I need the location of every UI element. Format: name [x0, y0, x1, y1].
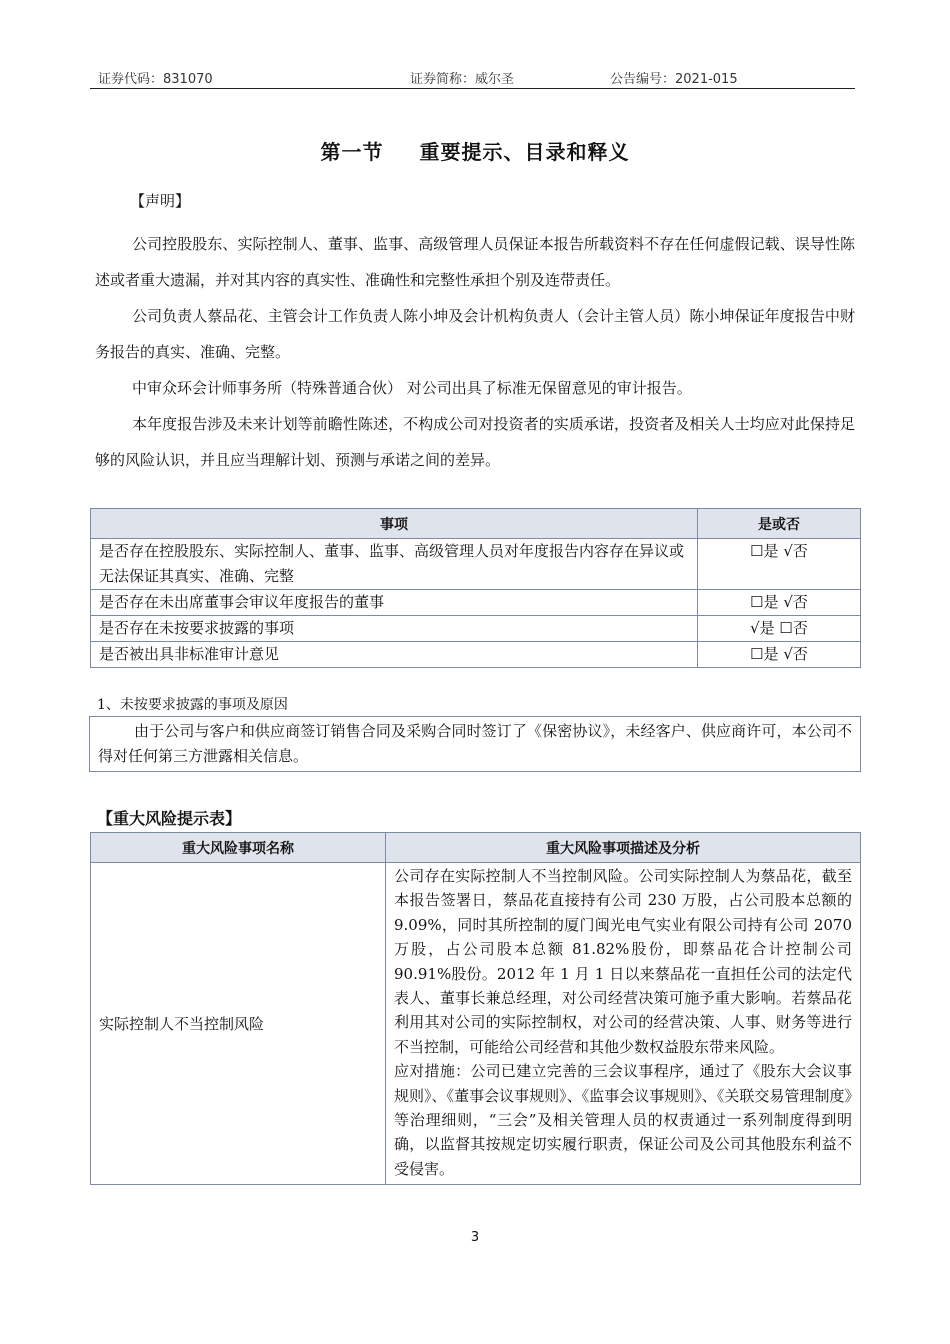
matter-item: 是否被出具非标准审计意见 — [91, 642, 698, 668]
risk-measures: 应对措施：公司已建立完善的三会议事程序，通过了《股东大会议事规则》、《董事会议事规则》、《监事会议事规则》、《关联交易管理制度》等治理细则，“三会”及相关管理人员的权责通过一系列制度得到明确，以监督其按规定切实履行职责，保证公司及公司其他股东利益不受侵害。 — [394, 1062, 852, 1178]
column-header-answer: 是或否 — [698, 509, 861, 539]
risk-description: 公司存在实际控制人不当控制风险。公司实际控制人为蔡品花，截至本报告签署日，蔡品花直接持有公司 230 万股，占公司股本总额的 9.09%，同时其所控制的厦门闽光电气实业有限公司持有公司 2070 万股，占公司股本总额 81.82%股份，即蔡品花合计控制公司 90.91%股份。2012 年 1 月 1 日以来蔡品花一直担任公司的法定代表人、董事长兼总经理，对公司经营决策可施予重大影响。若蔡品花利用其对公司的实际控制权，对公司的经营决策、人事、财务等进行不当控制，可能给公司经营和其他少数权益股东带来风险。 — [394, 867, 852, 1056]
column-header-risk-name: 重大风险事项名称 — [91, 833, 386, 863]
matter-item: 是否存在控股股东、实际控制人、董事、监事、高级管理人员对年度报告内容存在异议或无法保证其真实、准确、完整 — [91, 539, 698, 590]
section-title-text: 重要提示、目录和释义 — [419, 140, 630, 164]
risk-table-title: 【重大风险提示表】 — [97, 809, 242, 828]
risk-description-cell — [386, 863, 861, 1185]
undisclosed-heading: 1、未按要求披露的事项及原因 — [97, 697, 288, 713]
page-header — [90, 66, 855, 89]
table-header-row — [91, 833, 861, 863]
table-row — [91, 539, 861, 590]
undisclosed-reason-box: 由于公司与客户和供应商签订销售合同及采购合同时签订了《保密协议》，未经客户、供应商许可，本公司不得对任何第三方泄露相关信息。 — [89, 716, 861, 772]
notice-number: 公告编号：2021-015 — [610, 72, 738, 87]
matter-answer: ☐是 √否 — [698, 642, 861, 668]
table-header-row — [91, 509, 861, 539]
table-row — [91, 616, 861, 642]
statement-label: 【声明】 — [130, 192, 191, 210]
statement-paragraph: 公司负责人蔡品花、主管会计工作负责人陈小坤及会计机构负责人（会计主管人员）陈小坤保证年度报告中财务报告的真实、准确、完整。 — [95, 307, 855, 361]
statement-paragraph: 公司控股股东、实际控制人、董事、监事、高级管理人员保证本报告所载资料不存在任何虚假记载、误导性陈述或者重大遗漏，并对其内容的真实性、准确性和完整性承担个别及连带责任。 — [95, 235, 855, 289]
table-row — [91, 590, 861, 616]
security-abbreviation: 证券简称：威尔圣 — [410, 72, 515, 87]
matter-answer: ☐是 √否 — [698, 539, 861, 590]
table-row — [91, 642, 861, 668]
matter-item: 是否存在未按要求披露的事项 — [91, 616, 698, 642]
section-title-number: 第一节 — [320, 140, 384, 164]
column-header-risk-description: 重大风险事项描述及分析 — [386, 833, 861, 863]
matter-item: 是否存在未出席董事会审议年度报告的董事 — [91, 590, 698, 616]
risk-name: 实际控制人不当控制风险 — [91, 863, 386, 1185]
matter-answer: √是 ☐否 — [698, 616, 861, 642]
page-number: 3 — [470, 1230, 480, 1245]
statement-paragraph: 本年度报告涉及未来计划等前瞻性陈述，不构成公司对投资者的实质承诺，投资者及相关人士均应对此保持足够的风险认识，并且应当理解计划、预测与承诺之间的差异。 — [95, 415, 855, 469]
risk-table — [90, 832, 861, 1185]
matters-table — [90, 508, 861, 668]
statement-paragraph: 中审众环会计师事务所（特殊普通合伙） 对公司出具了标准无保留意见的审计报告。 — [132, 379, 692, 397]
section-title — [0, 136, 950, 165]
matter-answer: ☐是 √否 — [698, 590, 861, 616]
security-code: 证券代码：831070 — [98, 72, 213, 87]
table-row — [91, 863, 861, 1185]
column-header-item: 事项 — [91, 509, 698, 539]
